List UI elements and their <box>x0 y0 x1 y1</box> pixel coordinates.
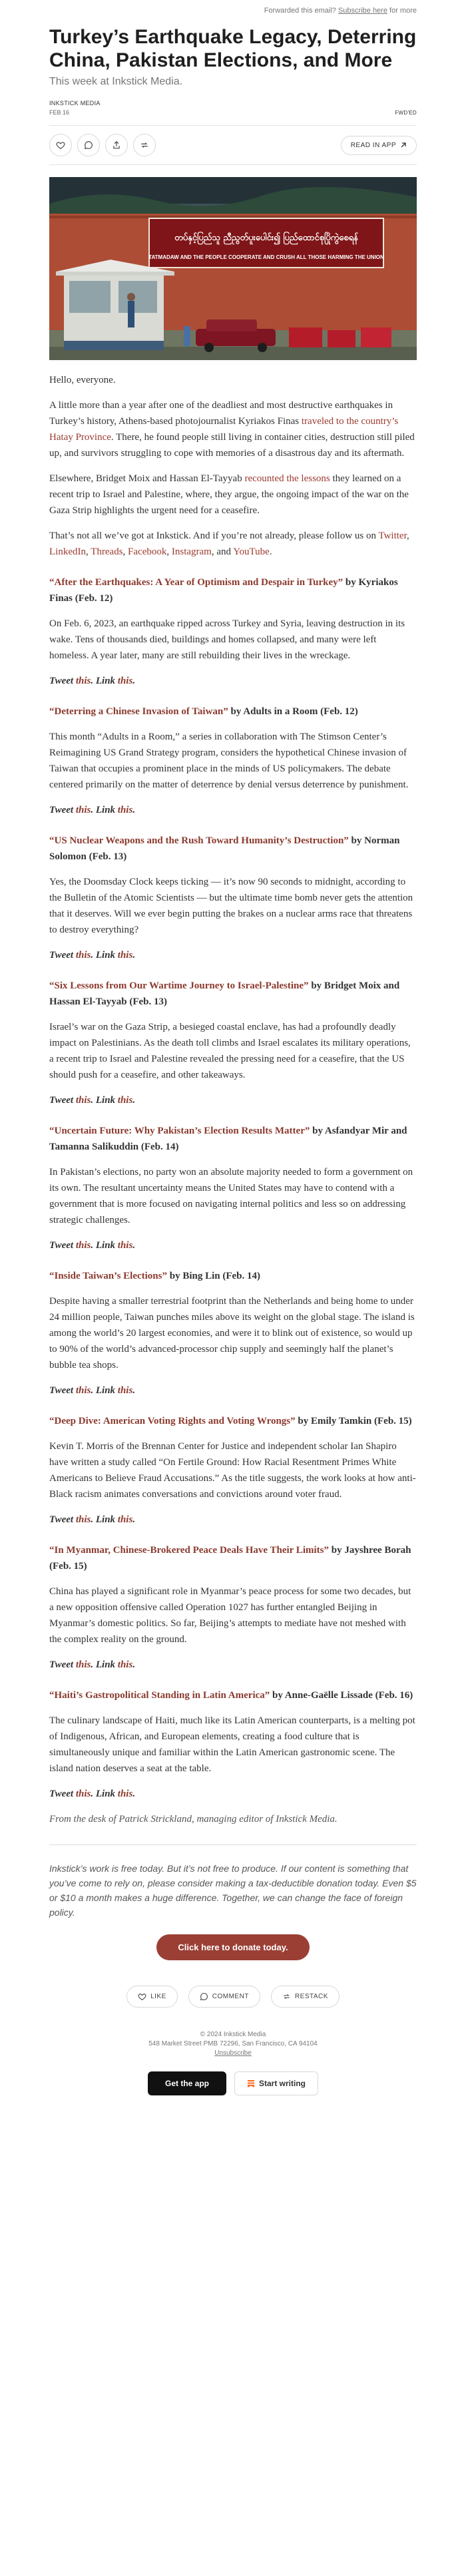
story-link[interactable]: “Deterring a Chinese Invasion of Taiwan” <box>49 706 228 717</box>
link-this-label: Link this <box>95 1659 133 1670</box>
share-action-link[interactable]: this <box>117 1789 133 1799</box>
tweet-this-label: Tweet this <box>49 1514 91 1525</box>
share-links: Tweet this. Link this. <box>49 1789 136 1799</box>
story-summary: Israel’s war on the Gaza Strip, a besieged coastal enclave, has had a profoundly deadly impact on Palestinians. As the death toll climbs and Israel escalates its military operations, a recent trip to Israel and Palestine revealed the pressing need for a ceasefire, that the US should push for a ceasefire, and other takeaways. <box>49 1022 411 1080</box>
subscribe-link[interactable]: Subscribe here <box>338 7 387 15</box>
story-byline: by Norman Solomon (Feb. 13) <box>49 835 400 862</box>
story-summary: This month “Adults in a Room,” a series in collaboration with The Stimson Center’s Reimagining US Grand Strategy program, considers the hypothetical Chinese invasion of Taiwan that occupies a prominent place in the minds of US policymakers. The debate centered primarily on the matter of deterrence by denial versus deterrence by punishment. <box>49 732 409 790</box>
tweet-this-label: Tweet this <box>49 950 91 961</box>
comment-pill-button[interactable] <box>188 1986 260 2008</box>
link-this-label: Link this <box>95 1385 133 1396</box>
story-link[interactable]: “Six Lessons from Our Wartime Journey to Israel-Palestine” <box>49 980 309 991</box>
tweet-this-label: Tweet this <box>49 805 91 815</box>
like-label: LIKE <box>150 1993 166 2000</box>
share-action-link[interactable]: this <box>75 1095 91 1106</box>
story-summary: Yes, the Doomsday Clock keeps ticking — it’s now 90 seconds to midnight, according to the Bulletin of the Atomic Scientists — but the ultimate time bomb never gets the attention that it deserves. Will we ever begin putting the brakes on a nuclear arms race that threatens to destroy everything? <box>49 877 413 935</box>
signoff: From the desk of Patrick Strickland, managing editor of Inkstick Media. <box>49 1814 338 1825</box>
comment-label: COMMENT <box>212 1993 249 2000</box>
start-writing-button[interactable] <box>234 2071 318 2095</box>
story-link[interactable]: “In Myanmar, Chinese-Brokered Peace Deals Have Their Limits” <box>49 1545 329 1556</box>
footer <box>49 2030 417 2095</box>
share-action-link[interactable]: this <box>117 1240 133 1251</box>
get-app-button[interactable]: Get the app <box>148 2071 226 2095</box>
lessons-link[interactable]: recounted the lessons <box>244 473 330 484</box>
post-date: FEB 16 <box>49 109 70 116</box>
link-this-label: Link this <box>95 1789 133 1799</box>
twitter-link[interactable]: Twitter <box>378 531 407 541</box>
share-action-link[interactable]: this <box>75 805 91 815</box>
restack-label: RESTACK <box>294 1993 328 2000</box>
facebook-link[interactable]: Facebook <box>128 546 167 557</box>
hero-image[interactable] <box>49 177 417 360</box>
story-byline: by Anne-Gaëlle Lissade (Feb. 16) <box>270 1690 413 1701</box>
support-note: Inkstick’s work is free today. But it’s not free to produce. If our content is something that you’ve come to rely on, please consider making a tax-deductible donation today. Even $5 or $10 a month makes a huge difference. Together, we can change the face of foreign policy. <box>49 1863 417 1918</box>
heart-icon <box>138 1992 146 2001</box>
read-in-app-button[interactable] <box>341 136 417 155</box>
share-action-link[interactable]: this <box>75 950 91 961</box>
share-action-link[interactable]: this <box>117 676 133 686</box>
story-byline: by Kyriakos Finas (Feb. 12) <box>49 577 398 604</box>
linkedin-link[interactable]: LinkedIn <box>49 546 86 557</box>
intro-paragraph-3: That’s not all we’ve got at Inkstick. And if you’re not already, please follow us on Twitter, LinkedIn, Threads, Facebook, Instagram, and YouTube. <box>49 531 409 557</box>
story-title <box>49 1687 417 1703</box>
unsubscribe-link[interactable]: Unsubscribe <box>214 2049 252 2057</box>
link-this-label: Link this <box>95 1514 133 1525</box>
link-this-label: Link this <box>95 950 133 961</box>
share-links: Tweet this. Link this. <box>49 950 136 961</box>
sign-line-burmese: တပ်နှင့်ပြည်သူ ညီညွတ်ပူးပေါင်း၍ ပြည်ထောင်စုပြိုကွဲစေရန် <box>174 233 358 243</box>
share-links: Tweet this. Link this. <box>49 676 136 686</box>
story-title <box>49 1123 417 1155</box>
share-links: Tweet this. Link this. <box>49 1385 136 1396</box>
share-action-link[interactable]: this <box>75 1385 91 1396</box>
story-byline: by Emily Tamkin (Feb. 15) <box>295 1416 412 1426</box>
substack-logo-icon <box>247 2079 255 2087</box>
greeting: Hello, everyone. <box>49 375 116 385</box>
share-action-link[interactable]: this <box>75 1514 91 1525</box>
propaganda-sign <box>148 218 384 268</box>
share-action-link[interactable]: this <box>117 1514 133 1525</box>
share-action-link[interactable]: this <box>117 1095 133 1106</box>
restack-pill-button[interactable] <box>271 1986 340 2008</box>
share-links: Tweet this. Link this. <box>49 1514 136 1525</box>
read-in-app-label: READ IN APP <box>350 141 396 149</box>
link-this-label: Link this <box>95 1240 133 1251</box>
story-title <box>49 704 417 720</box>
post-title[interactable]: Turkey’s Earthquake Legacy, Deterring China, Pakistan Elections, and More <box>49 26 417 71</box>
story-summary: China has played a significant role in Myanmar’s peace process for some two decades, but a new opposition offensive called Operation 1027 has further entangled Beijing in Myanmar’s domestic politics. So far, Beijing’s attempts to mediate have not meshed with the complex reality on the ground. <box>49 1586 411 1645</box>
share-action-link[interactable]: this <box>117 950 133 961</box>
preheader-text: Forwarded this email? <box>264 7 336 15</box>
story-summary: On Feb. 6, 2023, an earthquake ripped across Turkey and Syria, leaving destruction in its wake. Tens of thousands died, buildings and homes collapsed, and many were left homeless. A year later, many are still rebuilding their lives in the wreckage. <box>49 618 405 661</box>
share-action-link[interactable]: this <box>117 1385 133 1396</box>
like-button[interactable] <box>49 134 72 156</box>
bottom-actions <box>49 1986 417 2008</box>
tweet-this-label: Tweet this <box>49 1240 91 1251</box>
forwarded-label: FWD'ED <box>395 110 417 116</box>
story-byline: by Asfandyar Mir and Tamanna Salikuddin (Feb. 14) <box>49 1126 407 1152</box>
story-byline: by Bridget Moix and Hassan El-Tayyab (Feb. 13) <box>49 980 400 1007</box>
story-summary: Despite having a smaller terrestrial footprint than the Netherlands and being home to under 24 million people, Taiwan punches miles above its weight on the global stage. The island is among the world’s 20 largest economies, and were it to blink out of existence, so would up to 90% of the world’s advanced-processor chip supply and seemingly half the planet’s bubble tea shops. <box>49 1296 415 1371</box>
intro-paragraph-1: A little more than a year after one of the deadliest and most destructive earthquakes in Turkey’s history, Athens-based photojournalist Kyriakos Finas traveled to the country’s Hatay Province. There, he found people still living in container cities, destruction still piled up, and survivors struggling to cope with memories of a disastrous day and its aftermath. <box>49 400 415 459</box>
preheader <box>0 0 466 17</box>
threads-link[interactable]: Threads <box>91 546 123 557</box>
story-byline: by Bing Lin (Feb. 14) <box>167 1271 261 1281</box>
post-subtitle: This week at Inkstick Media. <box>49 76 183 87</box>
tweet-this-label: Tweet this <box>49 1789 91 1799</box>
story-summary: The culinary landscape of Haiti, much like its Latin American counterparts, is a melting pot of Indigenous, African, and European elements, creating a food culture that is simultaneously unique and familiar within the Latin American gastronomic scene. The island nation deserves a seat at the table. <box>49 1715 415 1774</box>
intro-paragraph-2: Elsewhere, Bridget Moix and Hassan El-Tayyab recounted the lessons they learned on a recent trip to Israel and Palestine, where, they argue, the ongoing impact of the war on the Gaza Strip highlights the urgent need for a ceasefire. <box>49 473 409 516</box>
story-byline: by Adults in a Room (Feb. 12) <box>228 706 358 717</box>
instagram-link[interactable]: Instagram <box>171 546 212 557</box>
share-action-link[interactable]: this <box>117 1659 133 1670</box>
share-action-link[interactable]: this <box>75 1659 91 1670</box>
comment-icon <box>200 1992 208 2001</box>
story-summary: In Pakistan’s elections, no party won an absolute majority needed to form a government on its own. The resultant uncertainty means the United States may have to contend with a government that is more focused on navigating internal politics and less so on addressing strategic challenges. <box>49 1167 413 1225</box>
link-this-label: Link this <box>95 1095 133 1106</box>
story-link[interactable]: “Inside Taiwan’s Elections” <box>49 1271 167 1281</box>
sign-line-english: TATMADAW AND THE PEOPLE COOPERATE AND CRUSH ALL THOSE HARMING THE UNION <box>148 254 384 260</box>
story-list <box>49 574 417 1802</box>
comment-button[interactable] <box>77 134 100 156</box>
story-summary: Kevin T. Morris of the Brennan Center for Justice and independent scholar Ian Shapiro have written a study called “On Fertile Ground: How Racial Resentment Primes White Americans to Believe Fraud Accusations.” As the title suggests, the work looks at how anti-Black racism animates conversations and convictions around voter fraud. <box>49 1441 416 1500</box>
share-links: Tweet this. Link this. <box>49 1095 136 1106</box>
guard-booth <box>56 260 174 350</box>
story-title <box>49 1542 417 1574</box>
donate-button[interactable]: Click here to donate today. <box>156 1934 309 1960</box>
story-title <box>49 1268 417 1284</box>
share-links: Tweet this. Link this. <box>49 1240 136 1251</box>
link-this-label: Link this <box>95 805 133 815</box>
post-body <box>49 372 417 1827</box>
address: 548 Market Street PMB 72296, San Francisco, CA 94104 <box>148 2040 318 2047</box>
preheader-suffix: for more <box>389 7 417 15</box>
share-action-link[interactable]: this <box>75 1789 91 1799</box>
story-link[interactable]: “Deep Dive: American Voting Rights and Voting Wrongs” <box>49 1416 296 1426</box>
share-links: Tweet this. Link this. <box>49 805 136 815</box>
story-link[interactable]: “US Nuclear Weapons and the Rush Toward Humanity’s Destruction” <box>49 835 349 846</box>
youtube-link[interactable]: YouTube <box>233 546 270 557</box>
tweet-this-label: Tweet this <box>49 676 91 686</box>
comment-icon <box>84 140 93 150</box>
story-byline: by Jayshree Borah (Feb. 15) <box>49 1545 411 1572</box>
share-action-link[interactable]: this <box>75 1240 91 1251</box>
tweet-this-label: Tweet this <box>49 1385 91 1396</box>
story-title <box>49 978 417 1010</box>
story-title <box>49 574 417 606</box>
hatay-link[interactable]: traveled to the country’s Hatay Province <box>49 416 399 443</box>
share-icon <box>112 140 121 150</box>
story-link[interactable]: “Haiti’s Gastropolitical Standing in Latin America” <box>49 1690 270 1701</box>
heart-icon <box>56 140 65 150</box>
restack-icon <box>140 140 149 150</box>
restack-icon <box>282 1992 291 2001</box>
like-pill-button[interactable] <box>126 1986 178 2008</box>
action-bar <box>49 125 417 165</box>
share-links: Tweet this. Link this. <box>49 1659 136 1670</box>
share-button[interactable] <box>105 134 128 156</box>
tweet-this-label: Tweet this <box>49 1659 91 1670</box>
post-meta <box>49 100 417 116</box>
tweet-this-label: Tweet this <box>49 1095 91 1106</box>
story-title <box>49 833 417 865</box>
story-link[interactable]: “After the Earthquakes: A Year of Optimism and Despair in Turkey” <box>49 577 344 588</box>
link-this-label: Link this <box>95 676 133 686</box>
external-arrow-icon <box>400 142 407 148</box>
divider <box>49 1844 417 1845</box>
share-action-link[interactable]: this <box>75 676 91 686</box>
restack-button[interactable] <box>133 134 156 156</box>
start-writing-label: Start writing <box>259 2079 306 2088</box>
publication-name[interactable]: INKSTICK MEDIA <box>49 100 101 107</box>
story-title <box>49 1413 417 1429</box>
copyright: © 2024 Inkstick Media <box>200 2031 266 2038</box>
story-link[interactable]: “Uncertain Future: Why Pakistan’s Election Results Matter” <box>49 1126 310 1136</box>
share-action-link[interactable]: this <box>117 805 133 815</box>
